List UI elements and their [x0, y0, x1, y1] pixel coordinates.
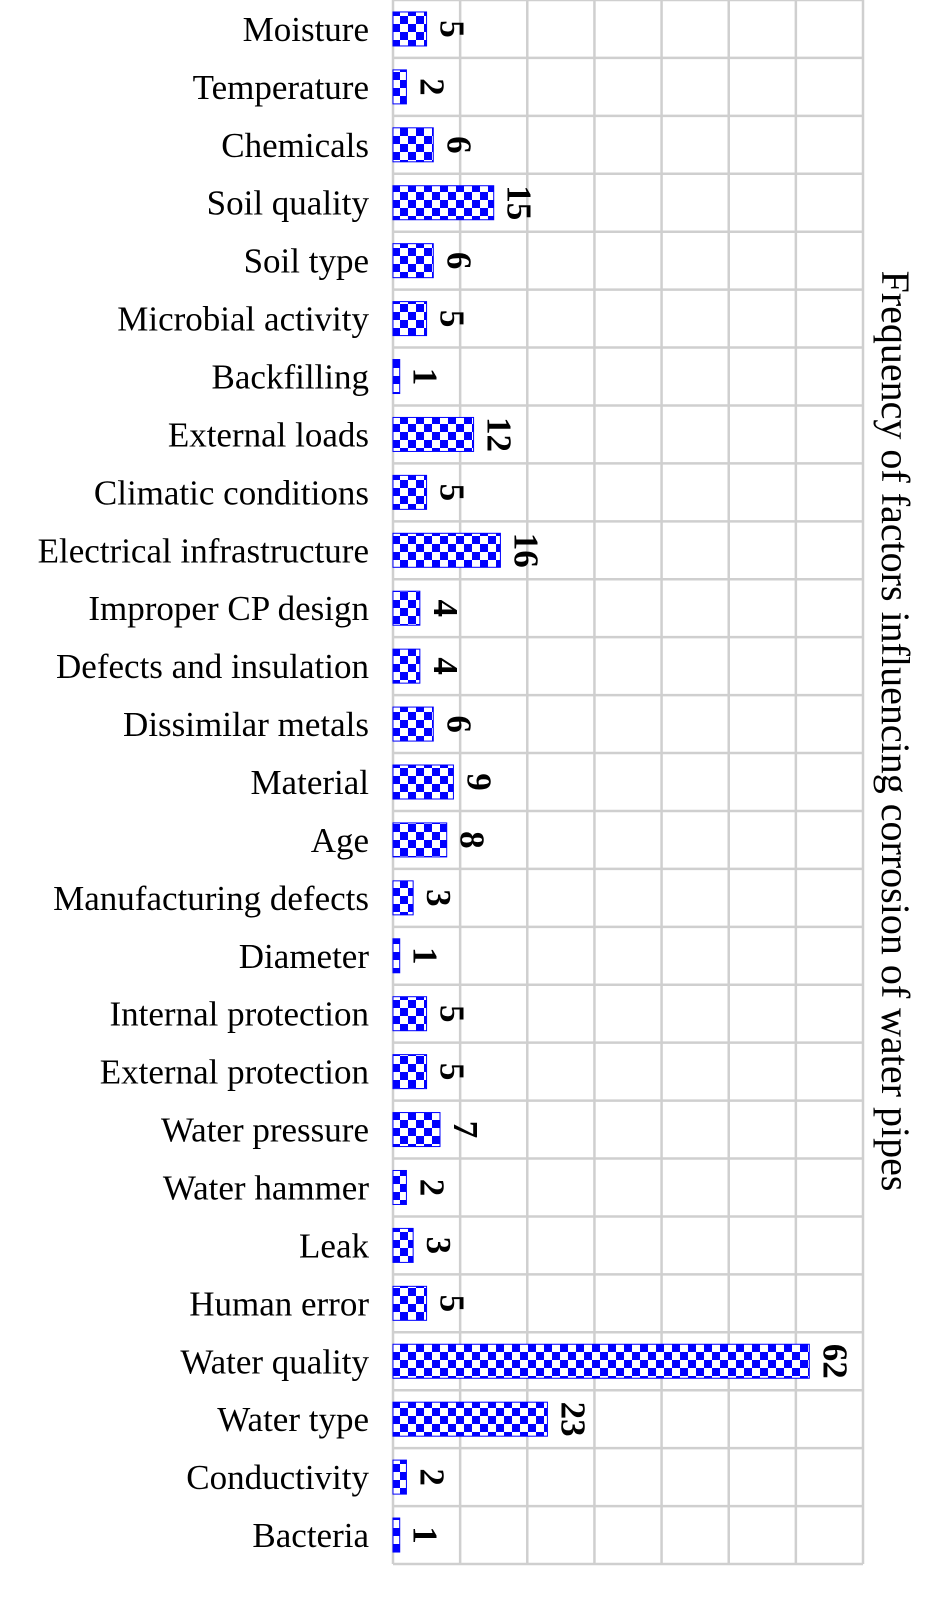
value-label: 6 [439, 251, 479, 270]
category-label: Water pressure [160, 1110, 369, 1150]
category-label: Soil type [243, 241, 369, 281]
category-label: Electrical infrastructure [37, 531, 369, 571]
value-label: 6 [439, 715, 479, 733]
category-label: Bacteria [252, 1516, 369, 1556]
bar [393, 1286, 427, 1320]
bar [393, 244, 433, 278]
category-label: External loads [167, 415, 369, 455]
value-label: 2 [412, 78, 452, 96]
value-labels [406, 20, 855, 1544]
value-label: 23 [553, 1401, 593, 1437]
bar [393, 881, 413, 915]
value-label: 7 [446, 1120, 485, 1139]
category-label: Soil quality [206, 183, 369, 223]
category-label: Conductivity [186, 1458, 369, 1498]
value-label: 12 [479, 416, 519, 452]
value-label: 3 [419, 889, 459, 907]
category-label: Backfilling [211, 357, 369, 397]
category-label: Chemicals [221, 125, 369, 165]
bar [393, 360, 400, 394]
bar [393, 417, 474, 451]
category-labels [38, 10, 370, 1555]
bar [393, 649, 420, 683]
value-label: 15 [499, 185, 539, 221]
category-label: Human error [189, 1284, 369, 1324]
category-label: Dissimilar metals [123, 705, 369, 745]
value-label: 5 [432, 309, 472, 328]
category-label: Microbial activity [117, 299, 369, 339]
bar [393, 591, 420, 625]
bar [393, 533, 500, 567]
category-label: Manufacturing defects [53, 878, 369, 918]
bar [393, 1518, 400, 1552]
bar-series [393, 12, 809, 1552]
value-label: 62 [815, 1343, 855, 1379]
category-label: Diameter [238, 936, 369, 976]
bar [393, 70, 406, 104]
bar [393, 1460, 406, 1494]
value-label: 1 [405, 1526, 445, 1544]
bar [393, 823, 447, 857]
value-label: 5 [432, 1062, 472, 1081]
bar [393, 707, 433, 741]
category-label: Age [310, 820, 369, 860]
value-label: 5 [432, 20, 472, 38]
bar [393, 1228, 413, 1262]
category-label: Water hammer [162, 1168, 369, 1208]
category-label: Improper CP design [88, 589, 369, 629]
value-label: 9 [459, 773, 499, 791]
bar [393, 939, 400, 973]
y-axis-label: Frequency of factors influencing corrosion of water pipes [873, 270, 918, 1192]
value-label: 5 [432, 1004, 472, 1023]
value-label: 1 [405, 947, 445, 965]
value-label: 6 [439, 136, 479, 154]
value-label: 16 [506, 532, 546, 568]
category-label: External protection [99, 1052, 369, 1092]
bar [393, 12, 427, 46]
value-label: 5 [432, 1294, 472, 1313]
bar [393, 765, 453, 799]
category-label: Water type [217, 1400, 369, 1440]
category-label: Defects and insulation [56, 647, 369, 687]
category-label: Moisture [242, 9, 369, 49]
category-label: Temperature [192, 67, 369, 107]
value-label: 8 [452, 831, 492, 849]
value-label: 2 [412, 1178, 452, 1197]
bar [393, 186, 494, 220]
value-label: 2 [412, 1468, 452, 1486]
category-label: Material [250, 763, 369, 802]
value-label: 1 [405, 367, 445, 386]
bar [393, 475, 427, 509]
bar [393, 997, 427, 1031]
category-label: Leak [299, 1226, 369, 1266]
bar [393, 1055, 427, 1089]
category-label: Internal protection [109, 994, 369, 1034]
category-label: Climatic conditions [93, 473, 369, 513]
bar [393, 1170, 406, 1204]
value-label: 4 [425, 599, 465, 617]
value-label: 5 [432, 483, 472, 502]
bar [393, 1113, 440, 1147]
category-label: Water quality [180, 1342, 369, 1382]
bar [393, 1344, 809, 1378]
bar [393, 302, 427, 336]
bar [393, 128, 433, 162]
value-label: 3 [419, 1236, 459, 1255]
bar [393, 1402, 547, 1436]
value-label: 4 [425, 657, 465, 675]
